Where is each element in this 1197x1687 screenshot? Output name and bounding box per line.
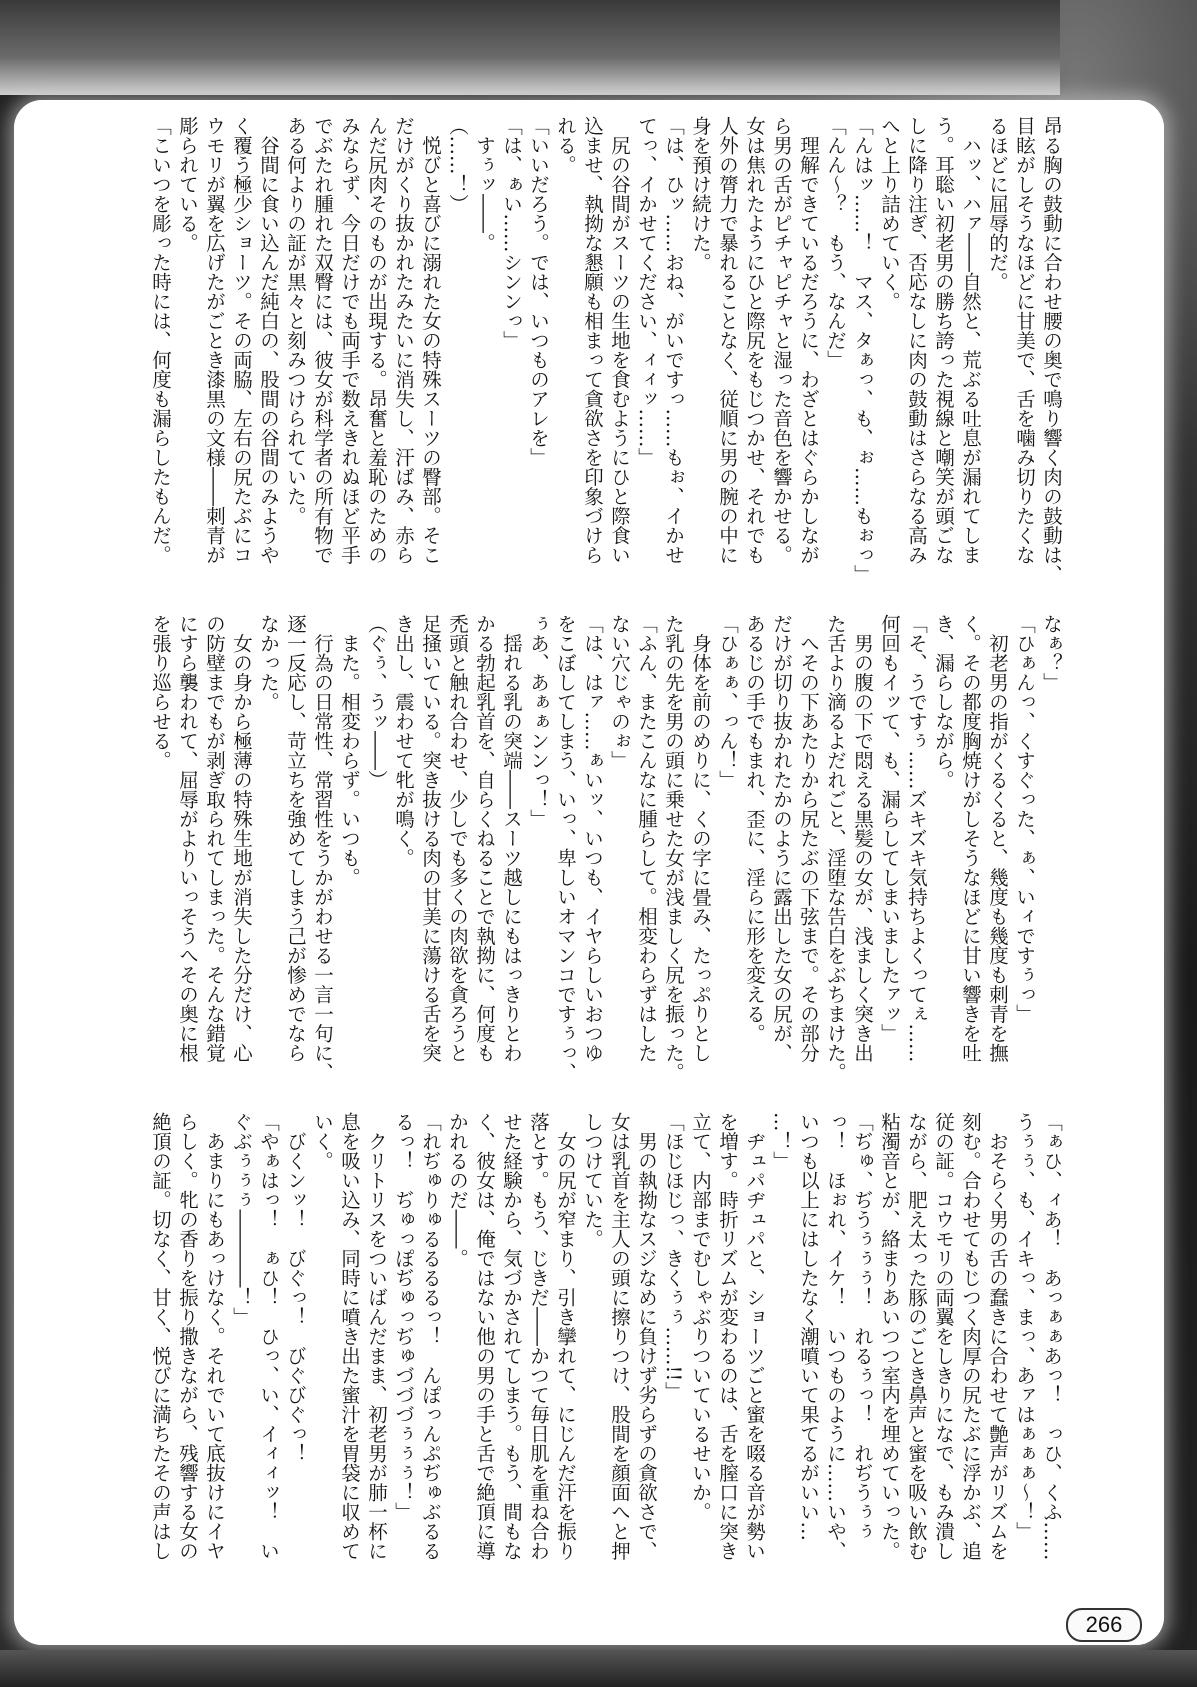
text-tier-top xyxy=(147,116,1065,608)
text-column: 悦びと喜びに溺れた女の特殊スーツの臀部。そこ xyxy=(419,116,442,565)
text-column: 立て、内部までむしゃぶりついているせいか。 xyxy=(689,1112,712,1522)
text-column: の防壁までもが剥ぎ取られてしまった。そんな錯覚 xyxy=(203,614,226,1063)
text-column: 息を吸い込み、同時に噴き出た蜜汁を胃袋に収めて xyxy=(338,1112,361,1561)
text-column: いく。 xyxy=(311,1112,334,1171)
text-column: 何回もイッて、も、漏らしてしまいましたァッ」 xyxy=(878,614,901,1043)
text-column: 女の身から極薄の特殊生地が消失した分だけ、心 xyxy=(230,614,253,1063)
text-column: あるじの手でもまれ、歪に、淫らに形を変える。 xyxy=(743,614,766,1043)
text-column: ぅあ、あぁぁンンっ！」 xyxy=(527,614,550,829)
text-column: すぅッ――。 xyxy=(473,116,496,253)
text-column: っ！ ほぉれ、イケ！ いつものように……いや、 xyxy=(824,1112,847,1561)
text-column: 「ぢゅ、ぢうぅぅぅ！ れるぅっ！ れぢうぅぅ xyxy=(851,1112,874,1541)
text-column: 男の腹の下で悶える黒髪の女が、浅ましく突き出 xyxy=(851,614,874,1063)
page-number: 266 xyxy=(1066,1608,1142,1642)
text-column: 彫られている。 xyxy=(176,116,199,253)
text-column: 禿頭と触れ合わせ、少しでも多くの肉欲を貪ろうと xyxy=(446,614,469,1063)
text-column: ある何よりの証が黒々と刻みつけられていた。 xyxy=(284,116,307,526)
text-column: 昂る胸の鼓動に合わせ腰の奥で鳴り響く肉の鼓動は、 xyxy=(1040,116,1063,584)
text-column: だけがくり抜かれたみたいに消失し、汗ばみ、赤ら xyxy=(392,116,415,565)
text-column: また。相変わらず。いつも。 xyxy=(338,614,361,887)
text-column: 理解できているだろうに、わざとはぐらかしなが xyxy=(797,116,820,565)
text-column: く。その都度胸焼けがしそうなほどに甘い響きを吐 xyxy=(959,614,982,1063)
text-column: るっ！ ぢゅっぽぢゅっぢゅづづづぅぅぅ！」 xyxy=(392,1112,415,1522)
text-column: 人外の膂力で暴れることなく、従順に男の腕の中に xyxy=(716,116,739,565)
text-column: いつも以上にはしたなく潮噴いて果てるがいい… xyxy=(797,1112,820,1541)
text-tier-bottom xyxy=(147,1112,1065,1604)
text-column: クリトリスをついばんだまま、初老男が肺一杯に xyxy=(365,1112,388,1561)
text-column: 揺れる乳の突端――スーツ越しにもはっきりとわ xyxy=(500,614,523,1063)
text-column: てっ、イかせてください、ィィッ……」 xyxy=(635,116,658,467)
text-column: た乳の先を男の頭に乗せた女が浅ましく尻を振った。 xyxy=(662,614,685,1082)
text-column: 身体を前のめりに、くの字に畳み、たっぷりとし xyxy=(689,614,712,1063)
text-column: き、漏らしながら。 xyxy=(932,614,955,790)
text-column: 目眩がしそうなほどに甘美で、舌を噛み切りたくな xyxy=(1013,116,1036,565)
text-column: く、彼女は、俺ではない他の男の手と舌で絶頂に導 xyxy=(473,1112,496,1561)
text-column: 絶頂の証。切なく、甘く、悦びに満ちたその声はし xyxy=(149,1112,172,1561)
text-column: 「いいだろう。では、いつものアレを」 xyxy=(527,116,550,467)
text-column: かれるのだ――。 xyxy=(446,1112,469,1268)
text-column: を張り巡らせる。 xyxy=(149,614,172,770)
text-column: 込ませ、執拗な懇願も相まって貪欲さを印象づけら xyxy=(581,116,604,565)
text-column: るほどに屈辱的だ。 xyxy=(986,116,1009,292)
text-column: 刻む。合わせてもじつく肉厚の尻たぶに浮かぶ、追 xyxy=(959,1112,982,1561)
text-column: 「ふん、またこんなに腫らして。相変わらずはした xyxy=(635,614,658,1063)
text-column: 「ひぁんっ、くすぐった、ぁ、いィですぅっ」 xyxy=(1013,614,1036,1024)
text-column: ハッ、ハァ――自然と、荒ぶる吐息が漏れてしま xyxy=(959,116,982,565)
text-tier-middle xyxy=(147,614,1065,1106)
text-column: 谷間に食い込んだ純白の、股間の谷間のみようや xyxy=(257,116,280,565)
text-column: かる勃起乳首を、自らくねることで執拗に、何度も xyxy=(473,614,496,1063)
text-column: ら男の舌がピチャピチャと湿った音色を響かせる。 xyxy=(770,116,793,565)
text-column: なぁ？」 xyxy=(1040,614,1063,692)
text-column: しつけていた。 xyxy=(581,1112,604,1249)
text-column: 粘濁音とが、絡まりあいつつ室内を埋めていった。 xyxy=(878,1112,901,1561)
text-column: をこぼしてしまう、いっ、卑しいオマンコですぅっ、 xyxy=(554,614,577,1082)
text-column: 足掻いている。突き抜ける肉の甘美に蕩ける舌を突 xyxy=(419,614,442,1063)
text-column: 「は、ひッ……おね、がいですっ……もぉ、イかせ xyxy=(662,116,685,565)
text-column: 「そ、うですぅ……ズキズキ気持ちよくってぇ…… xyxy=(905,614,928,1063)
text-column: く覆う極少ショーツ。その両脇、左右の尻たぶにコ xyxy=(230,116,253,565)
text-column: おそらく男の舌の蠢きに合わせて艶声がリズムを xyxy=(986,1112,1009,1561)
text-column: びくンッ！ びぐっ！ びぐびぐっ！ xyxy=(284,1112,307,1463)
text-column: へその下あたりから尻たぶの下弦まで。その部分 xyxy=(797,614,820,1063)
text-column: 「こいつを彫った時には、何度も漏らしたもんだ。 xyxy=(149,116,172,565)
text-column: 女の尻が窄まり、引き攣れて、にじんだ汗を振り xyxy=(554,1112,577,1561)
text-column: う。耳聡い初老男の勝ち誇った視線と嘲笑が頭ごな xyxy=(932,116,955,565)
text-column: でぶたれ腫れた双臀には、彼女が科学者の所有物で xyxy=(311,116,334,565)
text-column: ぐぶぅぅぅ――――！」 xyxy=(230,1112,253,1327)
text-column: せた経験から、気づかされてしまう。もう、間もな xyxy=(500,1112,523,1561)
text-column: 逐一反応し、苛立ちを強めてしまう己が惨めでなら xyxy=(284,614,307,1063)
text-column: にすら襲われて、屈辱がよりいっそうへその奥に根 xyxy=(176,614,199,1063)
text-column: 行為の日常性、常習性をうかがわせる一言一句に、 xyxy=(311,614,334,1082)
text-column: 「やぁはっ！ ぁひ！ ひっ、い、イィィッ！ い xyxy=(257,1112,280,1561)
text-column: 従の証。コウモリの両翼をしきりになで、もみ潰し xyxy=(932,1112,955,1561)
text-column: 「んはッ……！ マス、タぁっ、も、ぉ……もぉっ」 xyxy=(851,116,874,584)
text-column: …！」 xyxy=(770,1112,793,1171)
text-column: あまりにもあっけなく。それでいて底抜けにイヤ xyxy=(203,1112,226,1561)
decorative-frame-top xyxy=(0,0,1060,95)
text-column: た舌より滴るよだれごと、淫堕な告白をぶちまけた。 xyxy=(824,614,847,1082)
text-column: 尻の谷間がスーツの生地を食むようにひと際食い xyxy=(608,116,631,565)
decorative-frame-bottom xyxy=(0,1650,1197,1687)
text-column: ない穴じゃのぉ」 xyxy=(608,614,631,770)
text-column: 「は、はァ……ぁいッ、いつも、イヤらしいおつゆ xyxy=(581,614,604,1063)
text-column: 「れぢゅりゅるるるるっ！ んぽっんぷぢゅぶるる xyxy=(419,1112,442,1561)
text-column: 男の執拗なスジなめに負けず劣らずの貪欲さで、 xyxy=(635,1112,658,1561)
text-column: だけが切り抜かれたかのように露出した女の尻が、 xyxy=(770,614,793,1063)
text-column: らしく。牝の香りを振り撒きながら、残響する女の xyxy=(176,1112,199,1561)
text-column: なかった。 xyxy=(257,614,280,712)
text-column: へと上り詰めていく。 xyxy=(878,116,901,311)
text-column: 「ぁひ、ィあ！ あっぁぁあっ！ っひ、くふ…… xyxy=(1040,1112,1063,1561)
text-column: 「ほじほじっ、きくぅぅ……!!」 xyxy=(662,1112,685,1401)
text-column: 「は、ぁい……シンンっ」 xyxy=(500,116,523,350)
text-column: うぅぅ、も、イキっ、まっ、あァはぁぁぁ～！」 xyxy=(1013,1112,1036,1541)
text-column: を増す。時折リズムが変わるのは、舌を膣口に突き xyxy=(716,1112,739,1561)
text-column: 落とす。もう、じきだ――かつて毎日肌を重ね合わ xyxy=(527,1112,550,1561)
text-column: 「ひぁぁ、っん！」 xyxy=(716,614,739,790)
text-column: （ぐぅ、うッ――） xyxy=(365,614,388,790)
text-column: 身を預け続けた。 xyxy=(689,116,712,272)
text-column: ウモリが翼を広げたがごとき漆黒の文様――刺青が xyxy=(203,116,226,565)
text-column: 「んん～？ もう、なんだ」 xyxy=(824,116,847,370)
text-column: 女は乳首を主人の頭に擦りつけ、股間を顔面へと押 xyxy=(608,1112,631,1561)
text-column: （……！） xyxy=(446,116,469,214)
text-column: 女は焦れたようにひと際尻をもじつかせ、それでも xyxy=(743,116,766,565)
text-column: ヂュパヂュパと、ショーツごと蜜を啜る音が勢い xyxy=(743,1112,766,1561)
text-column: ながら、肥え太った豚のごとき鼻声と蜜を吸い飲む xyxy=(905,1112,928,1561)
text-column: しに降り注ぎ、否応なしに肉の鼓動はさらなる高み xyxy=(905,116,928,565)
text-column: れる。 xyxy=(554,116,577,175)
text-column: んだ尻肉そのものが出現する。昂奮と羞恥のための xyxy=(365,116,388,565)
text-column: き出し、震わせて牝が鳴く。 xyxy=(392,614,415,868)
text-column: みならず、今日だけでも両手で数えきれぬほど平手 xyxy=(338,116,361,565)
text-column: 初老男の指がくるくると、幾度も幾度も刺青を撫 xyxy=(986,614,1009,1063)
